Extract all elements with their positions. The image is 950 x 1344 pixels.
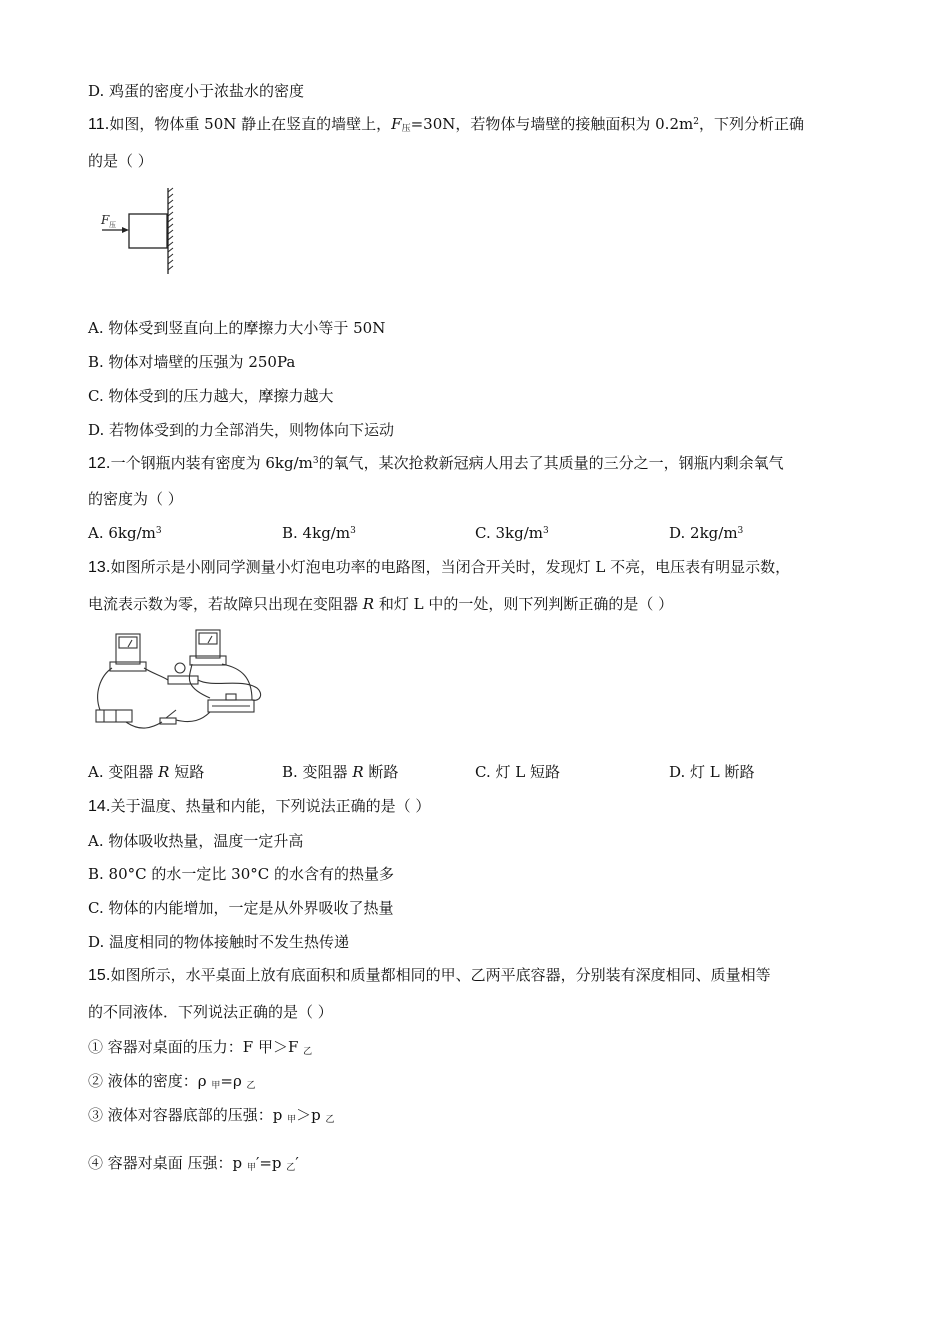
q15-s4-mid: ′=p bbox=[255, 1154, 287, 1172]
q11-number: 11 bbox=[88, 116, 105, 133]
q13-number: 13 bbox=[88, 559, 106, 576]
q13-option-d: D. 灯 L 断路 bbox=[669, 763, 755, 781]
q12-number: 12 bbox=[88, 455, 106, 472]
q13-option-c: C. 灯 L 短路 bbox=[475, 763, 560, 781]
q12-option-b-sup: 3 bbox=[350, 526, 356, 536]
q13-option-a-r: R bbox=[158, 763, 170, 781]
q15-s2-text: ② 液体的密度：ρ bbox=[88, 1072, 212, 1090]
q12-option-b-text: B. 4kg/m bbox=[282, 524, 351, 542]
q13-circuit-figure bbox=[92, 628, 274, 746]
q12-option-d-text: D. 2kg/m bbox=[669, 524, 738, 542]
q12-option-c bbox=[475, 523, 549, 543]
q11-force-subscript: 压 bbox=[401, 124, 411, 134]
q13-option-b-text2: 断路 bbox=[363, 763, 399, 781]
q11-figure-force-label: F bbox=[101, 213, 110, 227]
q12-stem-text-b: 的氧气，某次抢救新冠病人用去了其质量的三分之一，钢瓶内剩余氧气 bbox=[318, 454, 784, 472]
q15-stem-text: .如图所示，水平桌面上放有底面积和质量都相同的甲、乙两平底容器，分别装有深度相同、质量相等 bbox=[105, 966, 771, 984]
q13-option-a-text: A. 变阻器 bbox=[88, 763, 159, 781]
q15-s4-end: ′ bbox=[295, 1154, 299, 1172]
q14-stem bbox=[88, 796, 430, 817]
q11-stem-text-a: .如图，物体重 50N 静止在竖直的墙壁上， bbox=[104, 115, 392, 133]
q14-number: 14 bbox=[88, 798, 106, 815]
q11-figure-force-subscript: 压 bbox=[109, 221, 116, 229]
q15-number: 15 bbox=[88, 967, 106, 984]
q12-option-d-sup: 3 bbox=[737, 526, 744, 536]
q15-s3-sub1: 甲 bbox=[287, 1115, 297, 1125]
q12-option-a-text: A. 6kg/m bbox=[88, 524, 156, 542]
q15-s4-sub1: 甲 bbox=[246, 1163, 256, 1173]
q15-s1-text: ① 容器对桌面的压力：F 甲＞F bbox=[88, 1038, 304, 1056]
q15-s3-sub2: 乙 bbox=[325, 1115, 335, 1125]
q12-option-a bbox=[88, 523, 162, 543]
q15-s2-mid: =ρ bbox=[220, 1072, 247, 1090]
q13-stem-text-a: .如图所示是小刚同学测量小灯泡电功率的电路图，当闭合开关时，发现灯 L 不亮，电压表有明显示数， bbox=[105, 558, 791, 576]
q13-option-b-r: R bbox=[352, 763, 364, 781]
q15-statement-4 bbox=[88, 1153, 299, 1173]
q13-stem-line1 bbox=[88, 557, 790, 578]
q14-option-c: C. 物体的内能增加，一定是从外界吸收了热量 bbox=[88, 899, 394, 917]
q13-stem-text-b2: 和灯 L 中的一处，则下列判断正确的是（ ） bbox=[374, 595, 674, 613]
q11-force-symbol: F bbox=[391, 115, 402, 133]
q15-s3-text: ③ 液体对容器底部的压强：p bbox=[88, 1106, 288, 1124]
q15-statement-3 bbox=[88, 1105, 335, 1125]
q13-option-b-text: B. 变阻器 bbox=[282, 763, 353, 781]
q11-stem-text-c: ，下列分析正确 bbox=[698, 115, 804, 133]
q12-option-d bbox=[669, 523, 743, 543]
q13-r-symbol: R bbox=[362, 595, 375, 613]
q15-s3-mid: ＞p bbox=[296, 1106, 326, 1124]
q11-figure bbox=[96, 186, 186, 276]
q15-s2-sub2: 乙 bbox=[246, 1081, 256, 1091]
q15-statement-2 bbox=[88, 1071, 256, 1091]
q14-option-b: B. 80°C 的水一定比 30°C 的水含有的热量多 bbox=[88, 865, 394, 883]
q11-option-d: D. 若物体受到的力全部消失，则物体向下运动 bbox=[88, 421, 395, 439]
q11-option-a: A. 物体受到竖直向上的摩擦力大小等于 50N bbox=[88, 319, 386, 337]
q11-option-b: B. 物体对墙壁的压强为 250Pa bbox=[88, 353, 296, 371]
q11-stem-line2: 的是（ ） bbox=[88, 152, 153, 170]
q15-statement-1 bbox=[88, 1037, 312, 1057]
q11-area-superscript: 2 bbox=[693, 117, 699, 127]
q12-stem-line1 bbox=[88, 453, 784, 474]
q15-s2-sub1: 甲 bbox=[211, 1081, 221, 1091]
q14-option-d: D. 温度相同的物体接触时不发生热传递 bbox=[88, 933, 350, 951]
q14-option-a: A. 物体吸收热量，温度一定升高 bbox=[88, 832, 304, 850]
q13-option-b bbox=[282, 762, 398, 782]
q15-stem-line1 bbox=[88, 965, 771, 986]
q10-option-d: D. 鸡蛋的密度小于浓盐水的密度 bbox=[88, 82, 305, 100]
q12-stem-line2: 的密度为（ ） bbox=[88, 490, 183, 508]
q13-option-a bbox=[88, 762, 204, 782]
q12-option-b bbox=[282, 523, 356, 543]
q12-option-a-sup: 3 bbox=[155, 526, 162, 536]
q13-option-a-text2: 短路 bbox=[169, 763, 205, 781]
q12-density-superscript: 3 bbox=[312, 456, 319, 466]
q11-stem-line1 bbox=[88, 114, 804, 135]
q15-s4-text: ④ 容器对桌面 压强：p bbox=[88, 1154, 247, 1172]
q14-stem-text: .关于温度、热量和内能，下列说法正确的是（ ） bbox=[105, 797, 431, 815]
q11-stem-text-b: =30N，若物体与墙壁的接触面积为 0.2m bbox=[410, 115, 694, 133]
q12-stem-text-a: .一个钢瓶内装有密度为 6kg/m bbox=[105, 454, 313, 472]
q15-stem-line2: 的不同液体．下列说法正确的是（ ） bbox=[88, 1003, 333, 1021]
q13-stem-text-b1: 电流表示数为零，若故障只出现在变阻器 bbox=[88, 595, 363, 613]
q15-s4-sub2: 乙 bbox=[286, 1163, 296, 1173]
q15-s1-sub: 乙 bbox=[303, 1047, 313, 1057]
q13-stem-line2 bbox=[88, 594, 673, 614]
q12-option-c-sup: 3 bbox=[543, 526, 549, 536]
q12-option-c-text: C. 3kg/m bbox=[475, 524, 543, 542]
q11-option-c: C. 物体受到的压力越大，摩擦力越大 bbox=[88, 387, 334, 405]
